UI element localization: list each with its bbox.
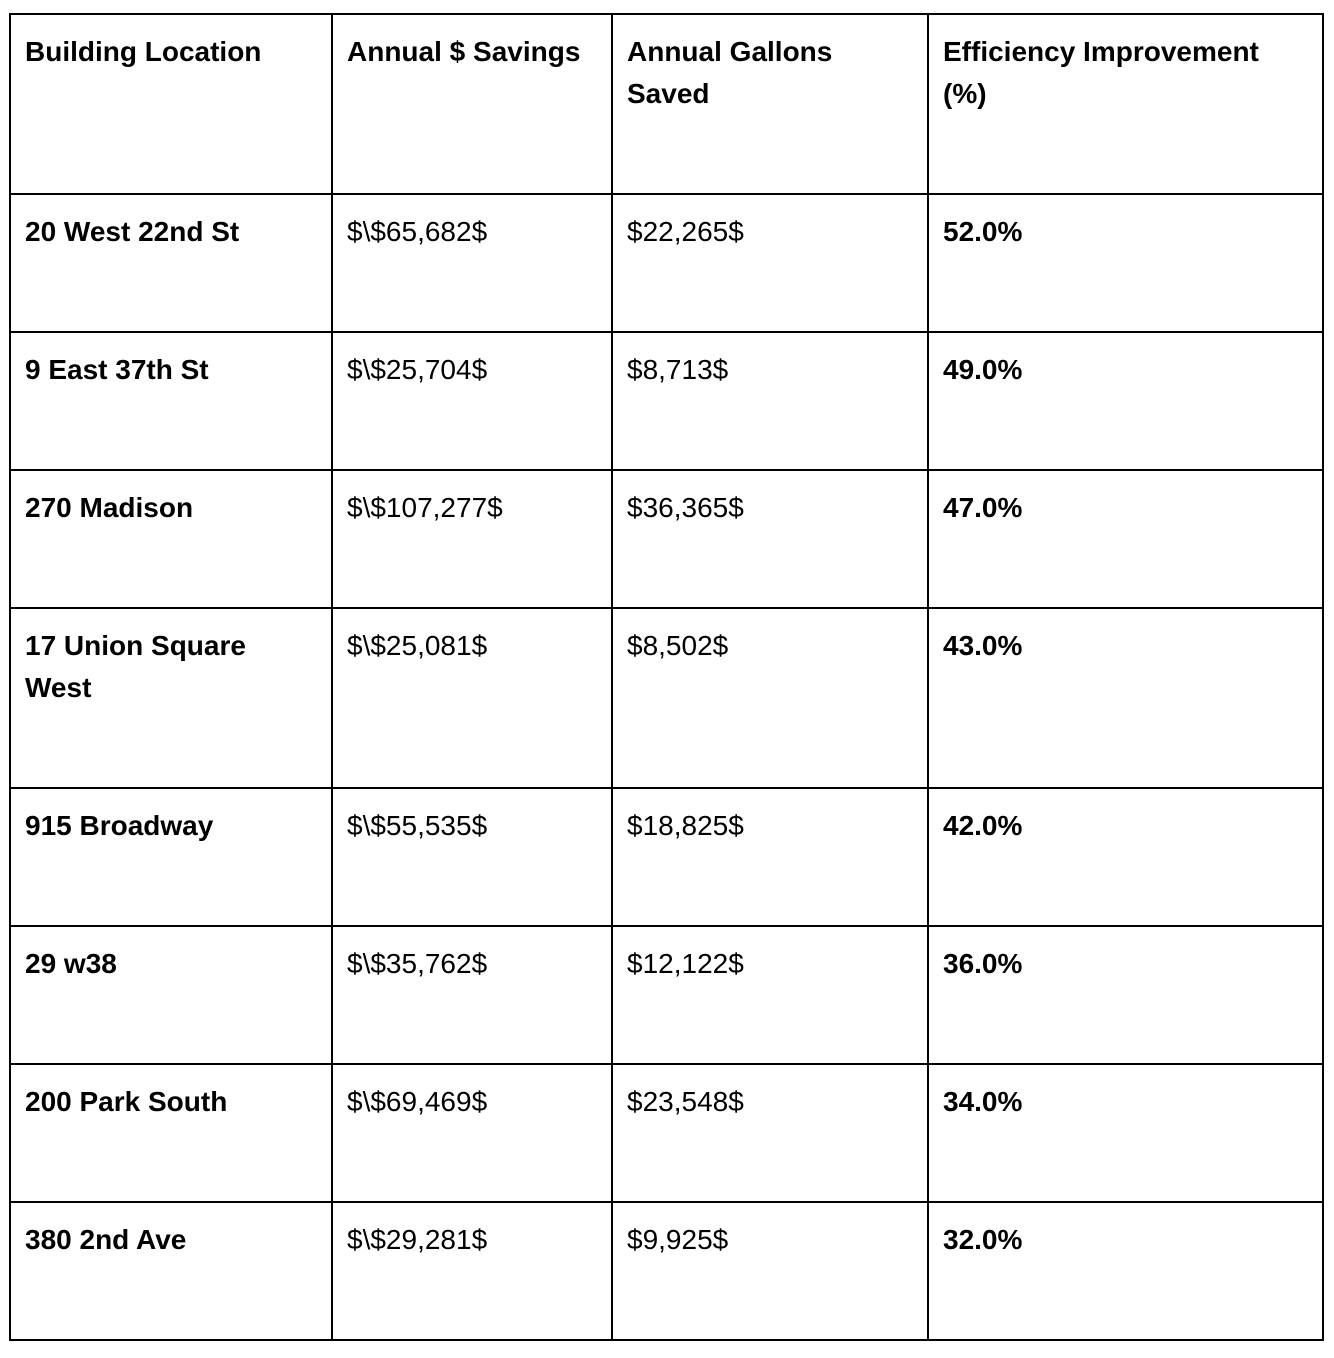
cell-savings: $\$65,682$ bbox=[332, 194, 612, 332]
cell-efficiency: 52.0% bbox=[928, 194, 1323, 332]
table-row bbox=[10, 1202, 1323, 1340]
cell-savings: $\$25,081$ bbox=[332, 608, 612, 788]
cell-savings: $\$55,535$ bbox=[332, 788, 612, 926]
cell-gallons: $18,825$ bbox=[612, 788, 928, 926]
cell-location: 29 w38 bbox=[10, 926, 332, 1064]
table-row bbox=[10, 1064, 1323, 1202]
cell-location: 20 West 22nd St bbox=[10, 194, 332, 332]
cell-gallons: $36,365$ bbox=[612, 470, 928, 608]
cell-efficiency: 43.0% bbox=[928, 608, 1323, 788]
cell-location: 915 Broadway bbox=[10, 788, 332, 926]
header-annual-savings: Annual $ Savings bbox=[332, 14, 612, 194]
header-annual-gallons-saved: Annual Gallons Saved bbox=[612, 14, 928, 194]
savings-table bbox=[9, 13, 1324, 1341]
cell-efficiency: 34.0% bbox=[928, 1064, 1323, 1202]
cell-savings: $\$35,762$ bbox=[332, 926, 612, 1064]
cell-location: 9 East 37th St bbox=[10, 332, 332, 470]
cell-savings: $\$25,704$ bbox=[332, 332, 612, 470]
cell-gallons: $8,502$ bbox=[612, 608, 928, 788]
cell-savings: $\$29,281$ bbox=[332, 1202, 612, 1340]
cell-gallons: $12,122$ bbox=[612, 926, 928, 1064]
cell-location: 380 2nd Ave bbox=[10, 1202, 332, 1340]
cell-efficiency: 47.0% bbox=[928, 470, 1323, 608]
cell-efficiency: 42.0% bbox=[928, 788, 1323, 926]
table-row bbox=[10, 470, 1323, 608]
cell-gallons: $23,548$ bbox=[612, 1064, 928, 1202]
cell-gallons: $9,925$ bbox=[612, 1202, 928, 1340]
table-row bbox=[10, 926, 1323, 1064]
cell-efficiency: 36.0% bbox=[928, 926, 1323, 1064]
cell-efficiency: 49.0% bbox=[928, 332, 1323, 470]
table-row bbox=[10, 332, 1323, 470]
cell-efficiency: 32.0% bbox=[928, 1202, 1323, 1340]
header-building-location: Building Location bbox=[10, 14, 332, 194]
cell-gallons: $22,265$ bbox=[612, 194, 928, 332]
table-row bbox=[10, 608, 1323, 788]
cell-savings: $\$69,469$ bbox=[332, 1064, 612, 1202]
cell-location: 17 Union Square West bbox=[10, 608, 332, 788]
cell-location: 270 Madison bbox=[10, 470, 332, 608]
cell-location: 200 Park South bbox=[10, 1064, 332, 1202]
table-row bbox=[10, 194, 1323, 332]
cell-gallons: $8,713$ bbox=[612, 332, 928, 470]
header-efficiency-improvement: Efficiency Improvement (%) bbox=[928, 14, 1323, 194]
cell-savings: $\$107,277$ bbox=[332, 470, 612, 608]
table-row bbox=[10, 788, 1323, 926]
table-header-row bbox=[10, 14, 1323, 194]
